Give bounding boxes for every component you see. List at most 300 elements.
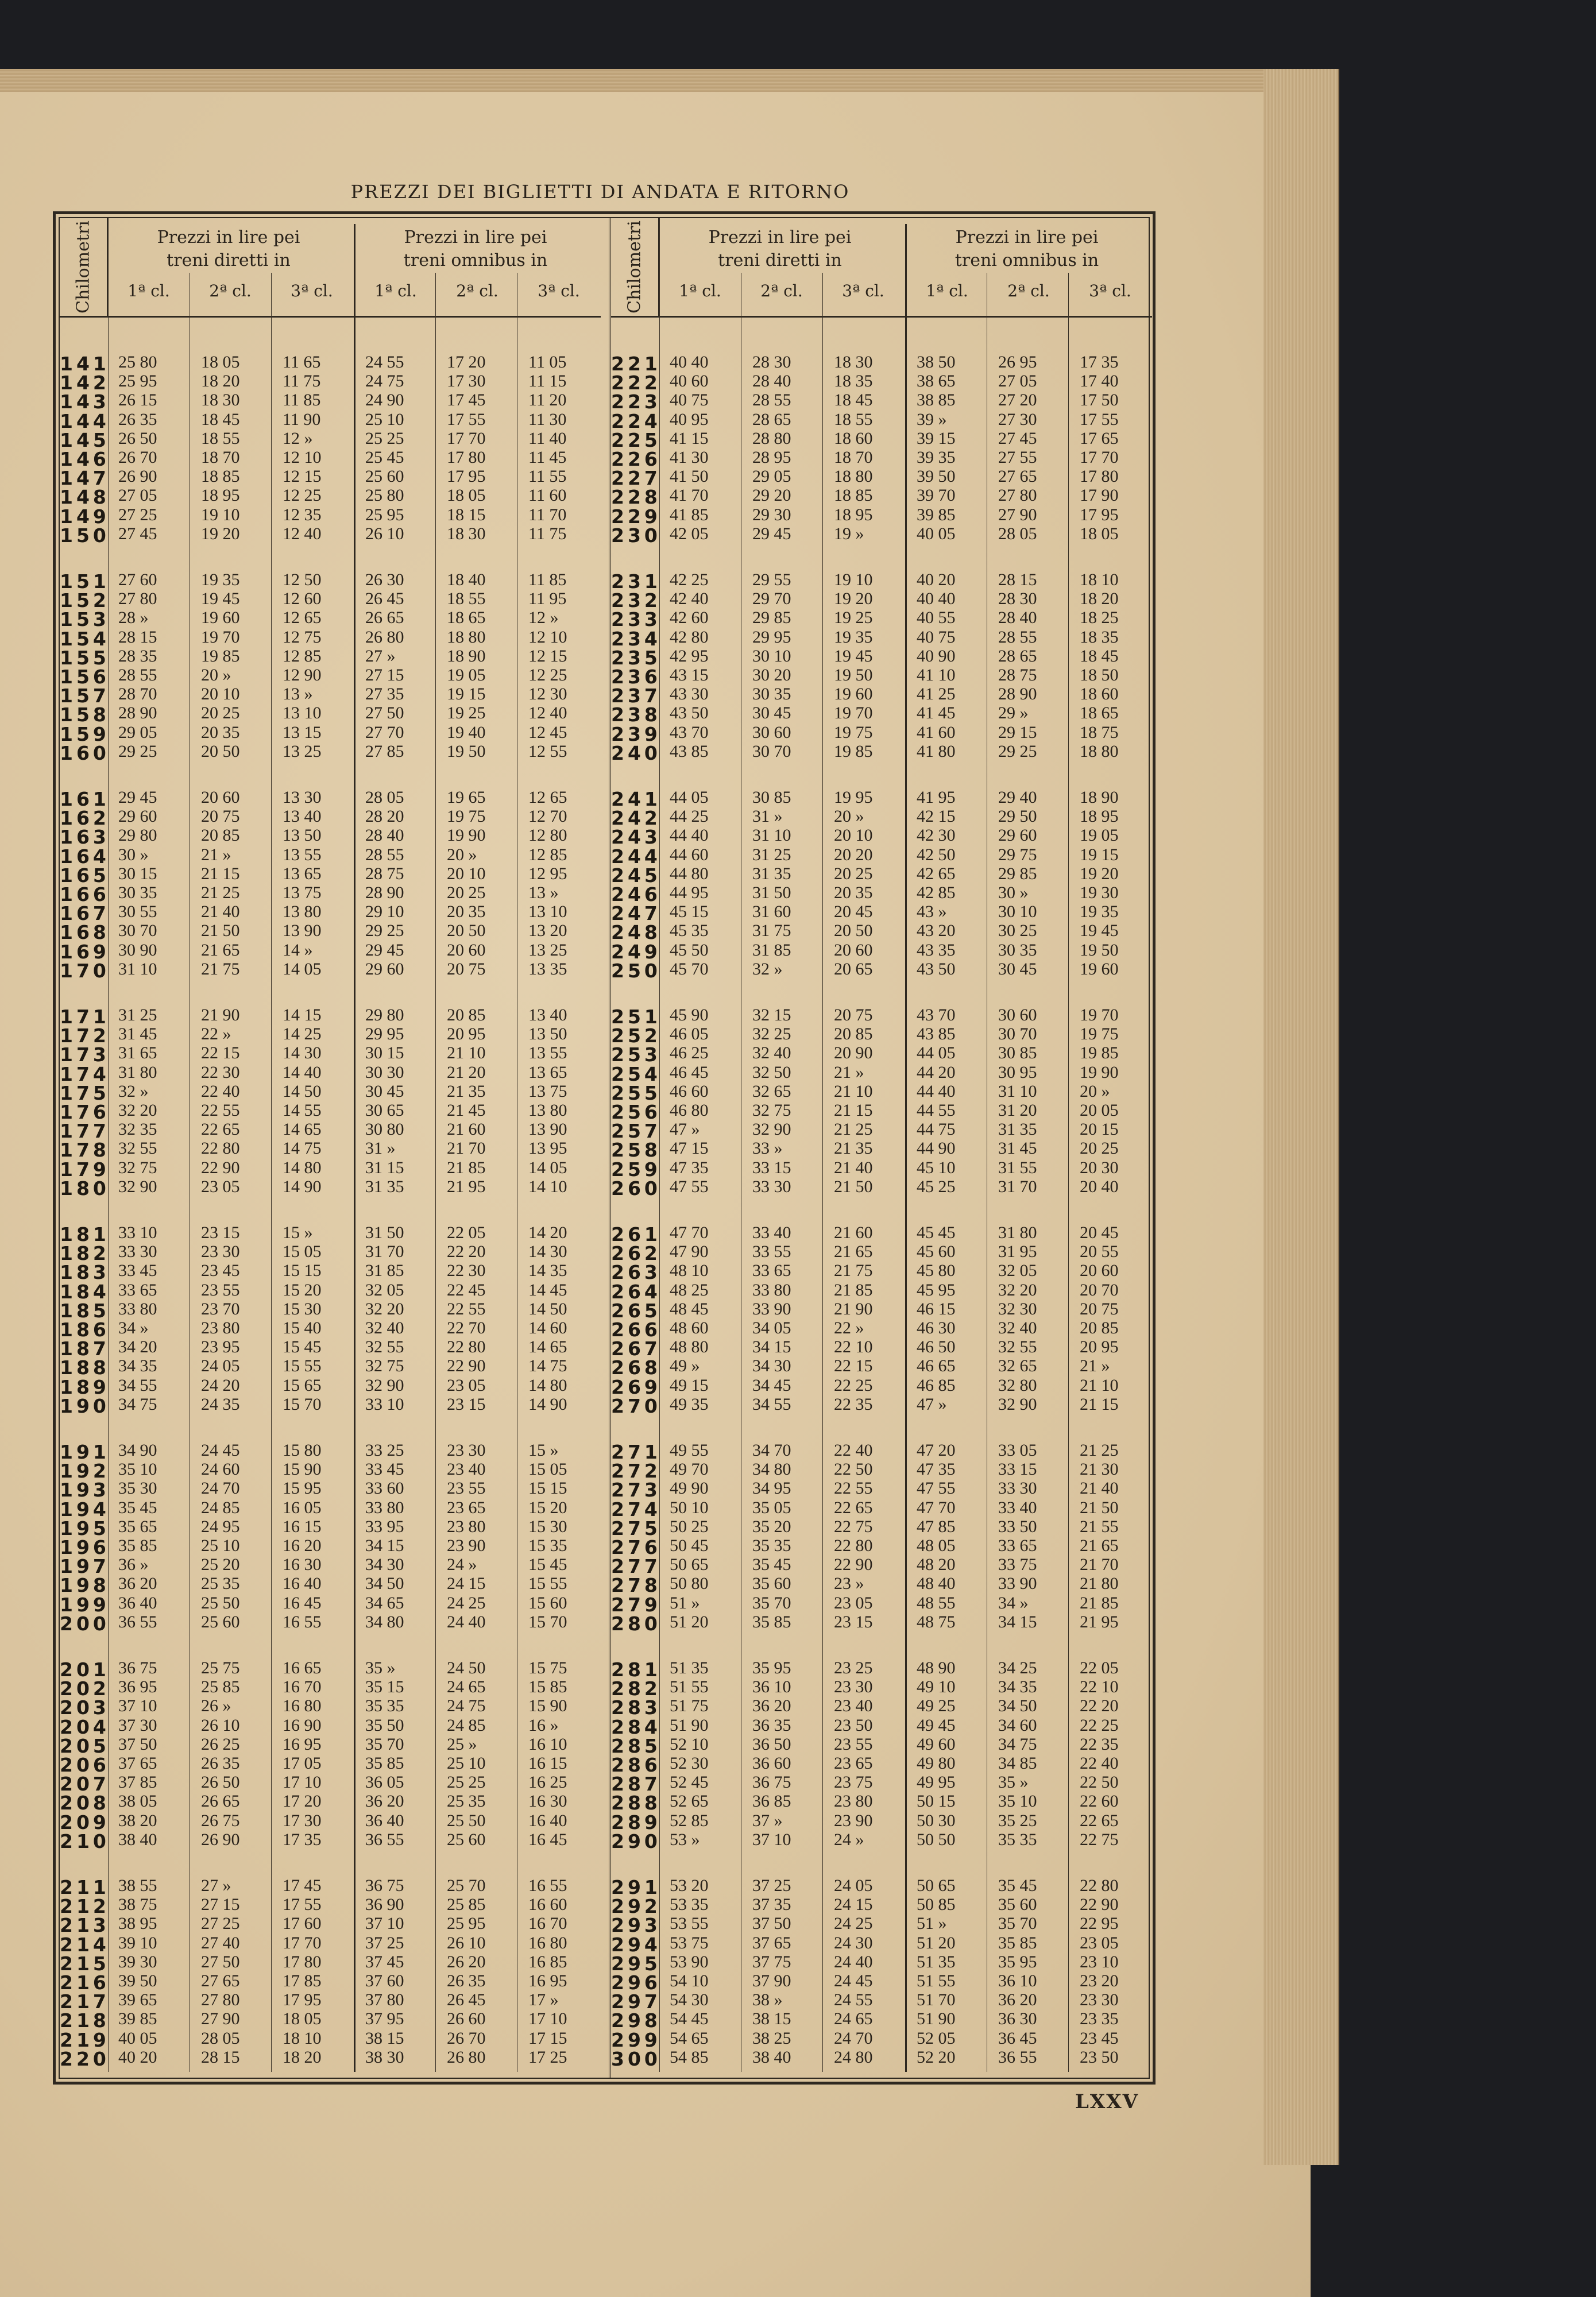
km-value: 216 [60, 1971, 110, 1994]
price-cell: 42 30 [917, 826, 956, 845]
price-cell: 14 50 [528, 1299, 567, 1318]
km-value: 224 [611, 409, 661, 432]
price-cell: 22 55 [201, 1101, 240, 1120]
km-value: 252 [611, 1024, 661, 1047]
price-cell: 20 60 [1080, 1261, 1119, 1281]
price-cell: 17 30 [447, 372, 486, 391]
price-cell: 36 55 [118, 1612, 157, 1631]
price-cell: 22 10 [834, 1337, 873, 1357]
km-value: 259 [611, 1158, 661, 1181]
price-cell: 37 85 [118, 1773, 157, 1792]
price-cell: 21 95 [1080, 1612, 1119, 1631]
price-cell: 27 55 [998, 448, 1037, 467]
km-value: 271 [611, 1441, 661, 1463]
price-cell: 13 10 [528, 902, 567, 922]
price-cell: 32 40 [365, 1318, 404, 1337]
price-cell: 19 35 [201, 570, 240, 589]
price-cell: 20 50 [201, 741, 240, 761]
price-cell: 19 75 [1080, 1024, 1119, 1044]
price-cell: 26 95 [998, 353, 1037, 372]
price-cell: 13 95 [528, 1139, 567, 1158]
price-cell: 15 05 [283, 1242, 322, 1262]
price-cell: 35 15 [365, 1677, 404, 1697]
km-value: 287 [611, 1773, 661, 1796]
price-cell: 24 60 [201, 1460, 240, 1479]
header-diretti: Prezzi in lire pei treni diretti in 1ª cl. 2ª cl. 3ª cl. [679, 227, 884, 300]
km-value: 249 [611, 940, 661, 963]
price-cell: 36 20 [365, 1792, 404, 1811]
price-cell: 29 80 [365, 1006, 404, 1024]
price-cell: 31 70 [365, 1242, 404, 1262]
price-cell: 23 30 [1080, 1990, 1119, 2010]
price-cell: 27 80 [998, 486, 1037, 505]
price-cell: 33 60 [365, 1479, 404, 1498]
price-cell: 37 30 [118, 1715, 157, 1735]
price-cell: 39 65 [118, 1990, 157, 2010]
price-cell: 35 45 [118, 1498, 157, 1517]
price-cell: 17 » [528, 1990, 559, 2010]
price-cell: 30 15 [365, 1043, 404, 1063]
price-cell: 26 25 [201, 1734, 240, 1754]
km-value: 152 [60, 589, 110, 612]
price-cell: 35 70 [365, 1734, 404, 1754]
price-cell: 13 75 [528, 1081, 567, 1101]
price-cell: 38 65 [917, 372, 956, 391]
price-cell: 35 10 [998, 1792, 1037, 1811]
km-value: 175 [60, 1081, 110, 1104]
km-value: 291 [611, 1876, 661, 1898]
price-cell: 22 05 [447, 1223, 486, 1242]
price-cell: 34 50 [365, 1574, 404, 1594]
price-cell: 26 80 [365, 627, 404, 647]
price-cell: 29 20 [752, 486, 791, 505]
price-cell: 38 15 [365, 2028, 404, 2048]
page-title: PREZZI DEI BIGLIETTI DI ANDATA E RITORNO [350, 181, 850, 203]
price-cell: 33 65 [752, 1261, 791, 1281]
price-cell: 34 » [118, 1318, 149, 1337]
price-cell: 21 60 [834, 1223, 873, 1242]
km-value: 174 [60, 1062, 110, 1085]
price-cell: 31 85 [752, 940, 791, 960]
km-value: 256 [611, 1101, 661, 1123]
price-cell: 45 90 [670, 1006, 709, 1024]
price-cell: 44 40 [670, 826, 709, 845]
price-cell: 28 55 [752, 390, 791, 410]
price-cell: 18 20 [283, 2047, 322, 2067]
price-cell: 44 05 [670, 788, 709, 807]
price-cell: 13 25 [528, 940, 567, 960]
price-cell: 18 85 [201, 467, 240, 486]
price-cell: 33 65 [118, 1280, 157, 1300]
km-value: 260 [611, 1177, 661, 1200]
price-cell: 49 10 [917, 1677, 956, 1697]
price-cell: 20 50 [447, 921, 486, 941]
price-cell: 28 05 [201, 2028, 240, 2048]
price-cell: 31 60 [752, 902, 791, 922]
price-cell: 23 55 [447, 1479, 486, 1498]
price-cell: 30 25 [998, 921, 1037, 941]
price-cell: 31 10 [118, 959, 157, 979]
price-cell: 35 95 [998, 1952, 1037, 1971]
price-cell: 22 40 [834, 1441, 873, 1460]
price-cell: 21 15 [834, 1101, 873, 1120]
price-cell: 40 55 [917, 608, 956, 628]
km-value: 280 [611, 1612, 661, 1635]
price-cell: 35 » [998, 1773, 1029, 1792]
km-value: 242 [611, 807, 661, 830]
km-value: 267 [611, 1337, 661, 1360]
price-cell: 30 70 [118, 921, 157, 941]
price-cell: 15 60 [528, 1593, 567, 1612]
price-cell: 19 50 [447, 741, 486, 761]
price-cell: 18 20 [1080, 589, 1119, 609]
km-value: 286 [611, 1754, 661, 1776]
price-cell: 39 85 [917, 505, 956, 524]
price-cell: 23 55 [201, 1280, 240, 1300]
price-cell: 34 65 [365, 1593, 404, 1612]
price-cell: 13 15 [283, 722, 322, 742]
km-value: 290 [611, 1830, 661, 1853]
km-value: 236 [611, 666, 661, 688]
price-cell: 30 45 [365, 1081, 404, 1101]
price-cell: 35 30 [118, 1479, 157, 1498]
price-cell: 25 45 [365, 448, 404, 467]
price-cell: 12 45 [528, 722, 567, 742]
price-cell: 35 60 [752, 1574, 791, 1594]
price-cell: 27 45 [998, 428, 1037, 448]
price-cell: 31 35 [752, 864, 791, 883]
price-cell: 48 20 [917, 1555, 956, 1575]
km-value: 229 [611, 505, 661, 528]
price-cell: 14 45 [528, 1280, 567, 1300]
price-cell: 24 25 [447, 1593, 486, 1612]
price-cell: 11 30 [528, 409, 567, 429]
price-cell: 22 55 [447, 1299, 486, 1318]
price-cell: 15 85 [528, 1677, 567, 1697]
km-value: 292 [611, 1895, 661, 1918]
price-cell: 20 65 [834, 959, 873, 979]
header-omnibus: Prezzi in lire pei treni omnibus in 1ª cl. 2ª cl. 3ª cl. [374, 227, 580, 300]
price-cell: 29 85 [998, 864, 1037, 883]
price-cell: 40 60 [670, 372, 709, 391]
price-cell: 28 40 [752, 372, 791, 391]
km-value: 193 [60, 1479, 110, 1502]
price-cell: 12 65 [528, 788, 567, 807]
price-cell: 26 45 [447, 1990, 486, 2010]
price-cell: 33 40 [752, 1223, 791, 1242]
price-cell: 19 25 [447, 703, 486, 723]
price-cell: 34 15 [752, 1337, 791, 1357]
price-cell: 45 70 [670, 959, 709, 979]
header-omnibus: Prezzi in lire pei treni omnibus in 1ª cl. 2ª cl. 3ª cl. [926, 227, 1131, 300]
price-cell: 27 60 [118, 570, 157, 589]
price-cell: 35 45 [998, 1876, 1037, 1895]
price-cell: 24 65 [447, 1677, 486, 1697]
price-cell: 26 60 [447, 2009, 486, 2029]
price-cell: 44 80 [670, 864, 709, 883]
price-cell: 35 50 [365, 1715, 404, 1735]
price-cell: 22 20 [1080, 1696, 1119, 1716]
price-cell: 15 70 [283, 1394, 322, 1414]
km-value: 153 [60, 608, 110, 631]
km-value: 158 [60, 703, 110, 726]
price-cell: 15 » [283, 1223, 313, 1242]
price-cell: 47 35 [670, 1158, 709, 1177]
price-cell: 40 05 [917, 524, 956, 543]
price-cell: 22 40 [1080, 1754, 1119, 1773]
price-cell: 27 25 [201, 1914, 240, 1933]
price-cell: 24 75 [447, 1696, 486, 1716]
price-cell: 29 30 [752, 505, 791, 524]
km-value: 265 [611, 1299, 661, 1322]
price-cell: 19 60 [834, 685, 873, 704]
price-cell: 15 65 [283, 1375, 322, 1395]
price-cell: 30 » [118, 845, 149, 864]
price-cell: 24 » [447, 1555, 477, 1575]
price-cell: 18 35 [834, 372, 873, 391]
km-value: 244 [611, 845, 661, 868]
price-cell: 34 15 [365, 1536, 404, 1555]
price-cell: 36 60 [752, 1754, 791, 1773]
price-cell: 32 20 [118, 1101, 157, 1120]
price-cell: 12 90 [283, 666, 322, 685]
km-value: 160 [60, 741, 110, 764]
price-cell: 48 55 [917, 1593, 956, 1612]
price-cell: 30 60 [998, 1006, 1037, 1024]
price-cell: 20 85 [447, 1006, 486, 1024]
price-cell: 38 40 [118, 1830, 157, 1849]
price-cell: 26 35 [201, 1754, 240, 1773]
price-cell: 17 90 [1080, 486, 1119, 505]
price-cell: 23 40 [447, 1460, 486, 1479]
price-cell: 47 85 [917, 1517, 956, 1536]
price-cell: 53 » [670, 1830, 700, 1849]
price-cell: 21 75 [834, 1261, 873, 1281]
price-cell: 22 80 [1080, 1876, 1119, 1895]
price-cell: 20 10 [201, 685, 240, 704]
price-cell: 21 65 [834, 1242, 873, 1262]
price-cell: 40 05 [118, 2028, 157, 2048]
price-cell: 23 35 [1080, 2009, 1119, 2029]
price-cell: 18 35 [1080, 627, 1119, 647]
km-value: 167 [60, 902, 110, 925]
price-cell: 35 70 [752, 1593, 791, 1612]
price-cell: 24 55 [365, 353, 404, 372]
price-cell: 27 35 [365, 685, 404, 704]
km-value: 210 [60, 1830, 110, 1853]
price-cell: 36 20 [998, 1990, 1037, 2010]
price-cell: 32 55 [365, 1337, 404, 1357]
price-cell: 24 05 [834, 1876, 873, 1895]
price-cell: 26 10 [365, 524, 404, 543]
price-cell: 31 15 [365, 1158, 404, 1177]
km-value: 247 [611, 902, 661, 925]
price-cell: 22 30 [447, 1261, 486, 1281]
price-cell: 11 15 [528, 372, 567, 391]
price-cell: 18 55 [201, 428, 240, 448]
price-cell: 16 70 [283, 1677, 322, 1697]
price-cell: 31 75 [752, 921, 791, 941]
km-value: 164 [60, 845, 110, 868]
price-cell: 39 » [917, 409, 947, 429]
price-cell: 23 40 [834, 1696, 873, 1716]
price-cell: 43 85 [917, 1024, 956, 1044]
km-value: 272 [611, 1460, 661, 1483]
price-cell: 21 30 [1080, 1460, 1119, 1479]
price-cell: 18 80 [1080, 741, 1119, 761]
price-cell: 20 95 [447, 1024, 486, 1044]
price-cell: 44 40 [917, 1081, 956, 1101]
price-cell: 54 65 [670, 2028, 709, 2048]
price-cell: 13 55 [528, 1043, 567, 1063]
price-cell: 21 90 [201, 1006, 240, 1024]
price-cell: 28 30 [752, 353, 791, 372]
price-cell: 31 25 [752, 845, 791, 864]
price-cell: 28 55 [365, 845, 404, 864]
price-cell: 16 30 [528, 1792, 567, 1811]
price-cell: 20 » [201, 666, 231, 685]
price-cell: 52 65 [670, 1792, 709, 1811]
price-cell: 31 85 [365, 1261, 404, 1281]
price-cell: 44 60 [670, 845, 709, 864]
price-cell: 45 15 [670, 902, 709, 922]
km-value: 300 [611, 2047, 661, 2070]
price-cell: 28 90 [365, 883, 404, 902]
price-cell: 16 15 [283, 1517, 322, 1536]
price-cell: 25 25 [447, 1773, 486, 1792]
price-cell: 21 25 [1080, 1441, 1119, 1460]
price-cell: 24 25 [834, 1914, 873, 1933]
price-cell: 13 10 [283, 703, 322, 723]
price-cell: 20 10 [834, 826, 873, 845]
price-cell: 38 30 [365, 2047, 404, 2067]
price-cell: 14 25 [283, 1024, 322, 1044]
km-value: 217 [60, 1990, 110, 2013]
km-value: 273 [611, 1479, 661, 1502]
price-cell: 49 95 [917, 1773, 956, 1792]
price-cell: 19 20 [834, 589, 873, 609]
km-value: 294 [611, 1933, 661, 1956]
price-cell: 22 » [201, 1024, 231, 1044]
price-cell: 27 80 [201, 1990, 240, 2010]
price-cell: 19 35 [1080, 902, 1119, 922]
price-cell: 18 15 [447, 505, 486, 524]
price-cell: 30 » [998, 883, 1029, 902]
price-cell: 18 05 [283, 2009, 322, 2029]
price-cell: 32 50 [752, 1062, 791, 1082]
price-cell: 18 05 [201, 353, 240, 372]
price-cell: 32 05 [998, 1261, 1037, 1281]
price-cell: 32 40 [752, 1043, 791, 1063]
km-value: 199 [60, 1593, 110, 1616]
column-rule [271, 273, 272, 2072]
price-cell: 20 60 [201, 788, 240, 807]
price-cell: 32 80 [998, 1375, 1037, 1395]
price-cell: 19 25 [834, 608, 873, 628]
km-value: 274 [611, 1498, 661, 1521]
price-cell: 25 85 [447, 1895, 486, 1915]
price-cell: 13 65 [528, 1062, 567, 1082]
price-cell: 12 40 [283, 524, 322, 543]
km-value: 190 [60, 1394, 110, 1417]
price-cell: 22 60 [1080, 1792, 1119, 1811]
price-cell: 30 55 [118, 902, 157, 922]
price-cell: 19 50 [1080, 940, 1119, 960]
price-cell: 35 35 [752, 1536, 791, 1555]
price-cell: 20 » [447, 845, 477, 864]
km-value: 253 [611, 1043, 661, 1066]
price-cell: 37 75 [752, 1952, 791, 1971]
price-cell: 41 10 [917, 666, 956, 685]
price-cell: 21 » [834, 1062, 864, 1082]
price-cell: 35 25 [998, 1811, 1037, 1830]
price-cell: 38 50 [917, 353, 956, 372]
price-cell: 24 05 [201, 1356, 240, 1376]
km-value: 237 [611, 685, 661, 707]
km-value: 207 [60, 1773, 110, 1796]
price-cell: 15 15 [283, 1261, 322, 1281]
km-header: Chilometri [611, 218, 659, 316]
price-cell: 22 45 [447, 1280, 486, 1300]
price-cell: 13 50 [528, 1024, 567, 1044]
price-cell: 29 60 [365, 959, 404, 979]
km-value: 218 [60, 2009, 110, 2032]
price-cell: 24 35 [201, 1394, 240, 1414]
price-cell: 25 95 [447, 1914, 486, 1933]
price-cell: 33 65 [998, 1536, 1037, 1555]
price-cell: 20 75 [201, 807, 240, 826]
price-cell: 12 30 [528, 685, 567, 704]
price-cell: 22 80 [834, 1536, 873, 1555]
price-cell: 23 30 [201, 1242, 240, 1262]
price-cell: 30 35 [118, 883, 157, 902]
price-cell: 45 25 [917, 1177, 956, 1196]
price-cell: 23 05 [201, 1177, 240, 1196]
price-cell: 24 80 [834, 2047, 873, 2067]
price-cell: 22 30 [201, 1062, 240, 1082]
price-cell: 12 75 [283, 627, 322, 647]
price-cell: 43 35 [917, 940, 956, 960]
price-cell: 22 90 [201, 1158, 240, 1177]
km-value: 212 [60, 1895, 110, 1918]
price-cell: 12 65 [283, 608, 322, 628]
price-cell: 28 40 [998, 608, 1037, 628]
price-cell: 15 70 [528, 1612, 567, 1631]
price-cell: 47 70 [670, 1223, 709, 1242]
price-cell: 21 55 [1080, 1517, 1119, 1536]
price-cell: 19 » [834, 524, 864, 543]
price-cell: 31 10 [998, 1081, 1037, 1101]
price-cell: 13 40 [283, 807, 322, 826]
price-cell: 46 60 [670, 1081, 709, 1101]
price-cell: 38 55 [118, 1876, 157, 1895]
price-cell: 26 65 [365, 608, 404, 628]
price-cell: 14 65 [528, 1337, 567, 1357]
price-cell: 12 95 [528, 864, 567, 883]
price-cell: 12 55 [528, 741, 567, 761]
price-cell: 33 25 [365, 1441, 404, 1460]
price-cell: 16 55 [283, 1612, 322, 1631]
price-cell: 19 90 [1080, 1062, 1119, 1082]
price-cell: 29 80 [118, 826, 157, 845]
km-value: 145 [60, 428, 110, 451]
price-cell: 29 15 [998, 722, 1037, 742]
column-rule [822, 273, 823, 2072]
price-cell: 16 » [528, 1715, 559, 1735]
price-cell: 21 60 [447, 1120, 486, 1139]
price-cell: 18 50 [1080, 666, 1119, 685]
km-value: 269 [611, 1375, 661, 1398]
